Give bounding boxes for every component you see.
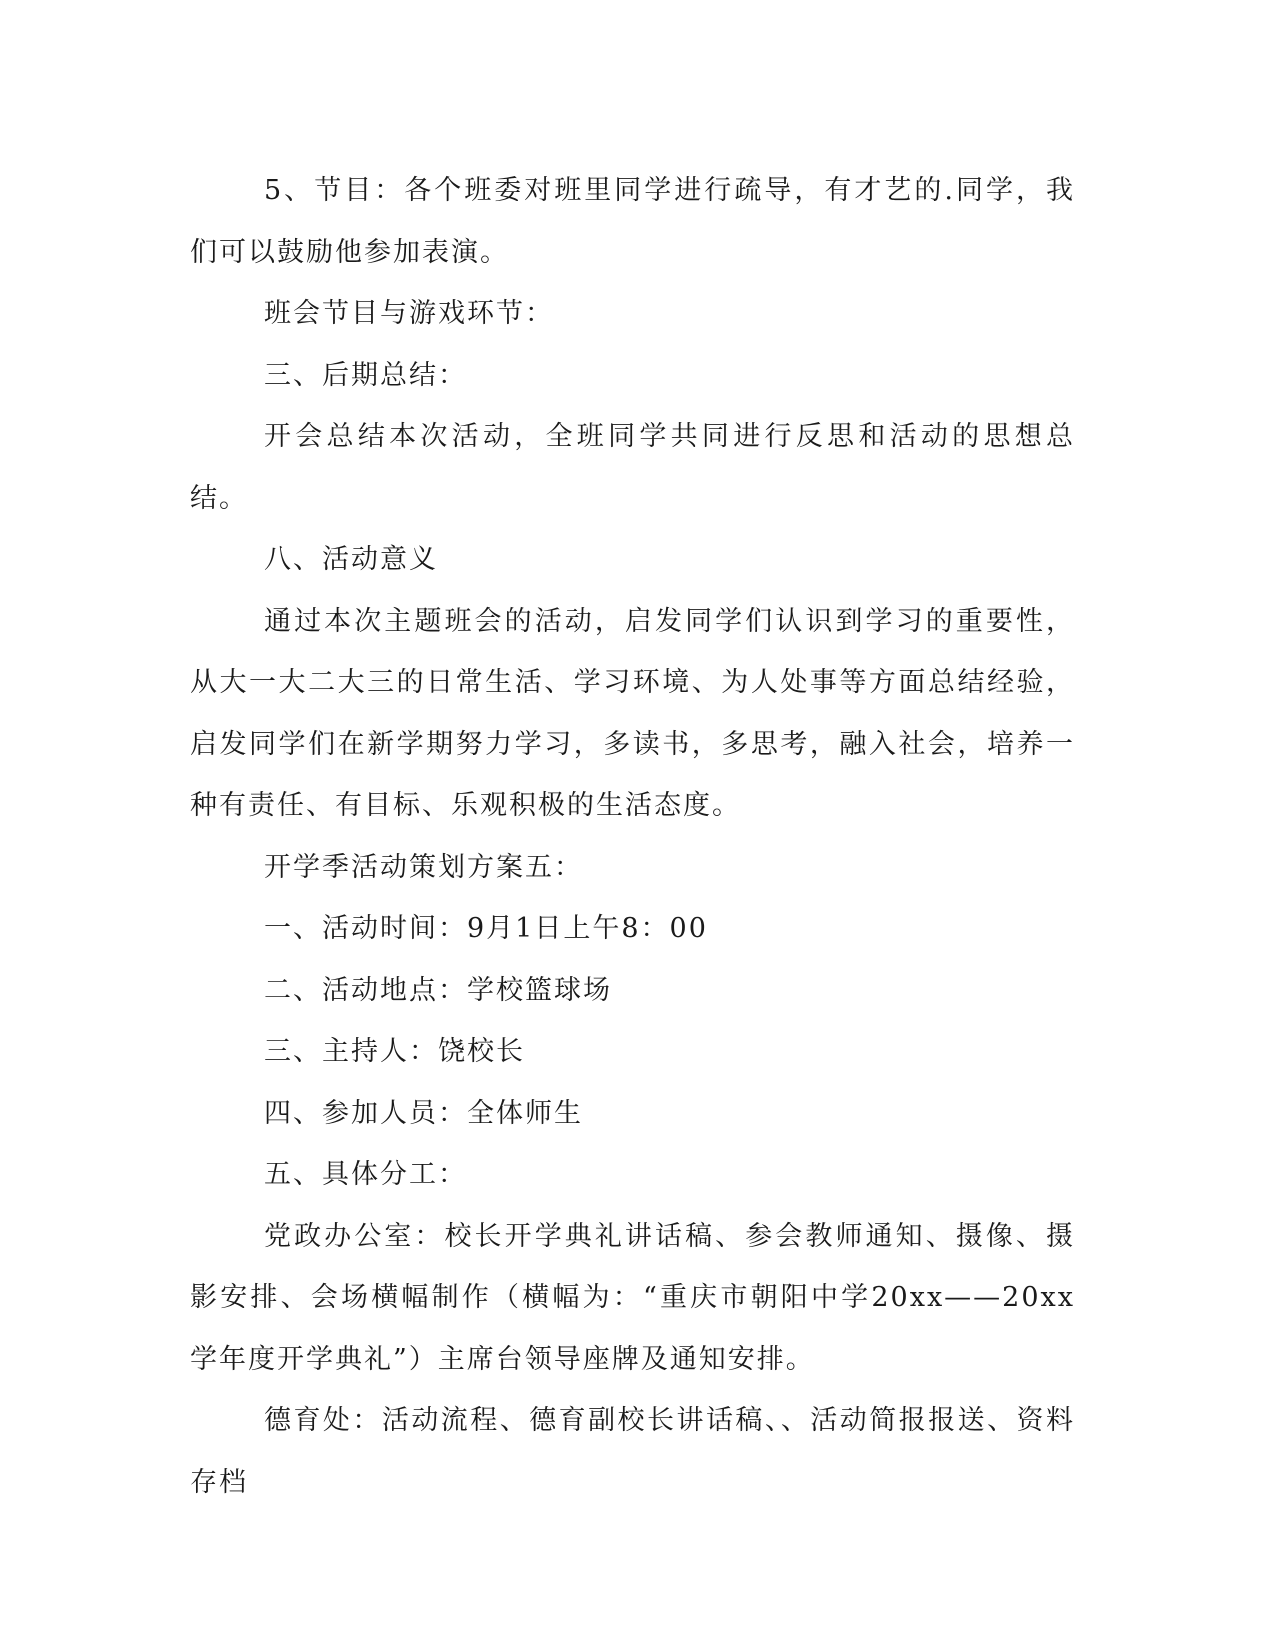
paragraph-party-office: 党政办公室：校长开学典礼讲话稿、参会教师通知、摄像、摄影安排、会场横幅制作（横幅为：“重庆市朝阳中学20xx——20xx学年度开学典礼”）主席台领导座牌及通知安排。 bbox=[190, 1220, 1075, 1375]
paragraph-plan-five-title: 开学季活动策划方案五： bbox=[264, 851, 583, 883]
document-body bbox=[190, 160, 1075, 1513]
paragraph-heading-summary: 三、后期总结： bbox=[264, 359, 467, 391]
paragraph-activity-location: 二、活动地点：学校篮球场 bbox=[264, 974, 612, 1006]
paragraph-program-and-games: 班会节目与游戏环节： bbox=[264, 298, 554, 329]
paragraph-activity-time: 一、活动时间：9月1日上午8：00 bbox=[264, 913, 708, 944]
paragraph-significance-text: 通过本次主题班会的活动，启发同学们认识到学习的重要性，从大一大二大三的日常生活、学习环境、为人处事等方面总结经验，启发同学们在新学期努力学习，多读书，多思考，融入社会，培养一种有责任、有目标、乐观积极的生活态度。 bbox=[190, 605, 1075, 821]
paragraph-heading-division: 五、具体分工： bbox=[264, 1159, 467, 1190]
paragraph-participants: 四、参加人员：全体师生 bbox=[264, 1097, 583, 1129]
paragraph-moral-education: 德育处：活动流程、德育副校长讲话稿、、活动简报报送、资料存档 bbox=[190, 1405, 1075, 1498]
paragraph-heading-significance: 八、活动意义 bbox=[264, 544, 438, 575]
paragraph-summary-text: 开会总结本次活动，全班同学共同进行反思和活动的思想总结。 bbox=[190, 421, 1075, 514]
paragraph-program-item: 5、节目：各个班委对班里同学进行疏导，有才艺的.同学，我们可以鼓励他参加表演。 bbox=[190, 175, 1075, 268]
paragraph-host: 三、主持人：饶校长 bbox=[264, 1036, 525, 1067]
